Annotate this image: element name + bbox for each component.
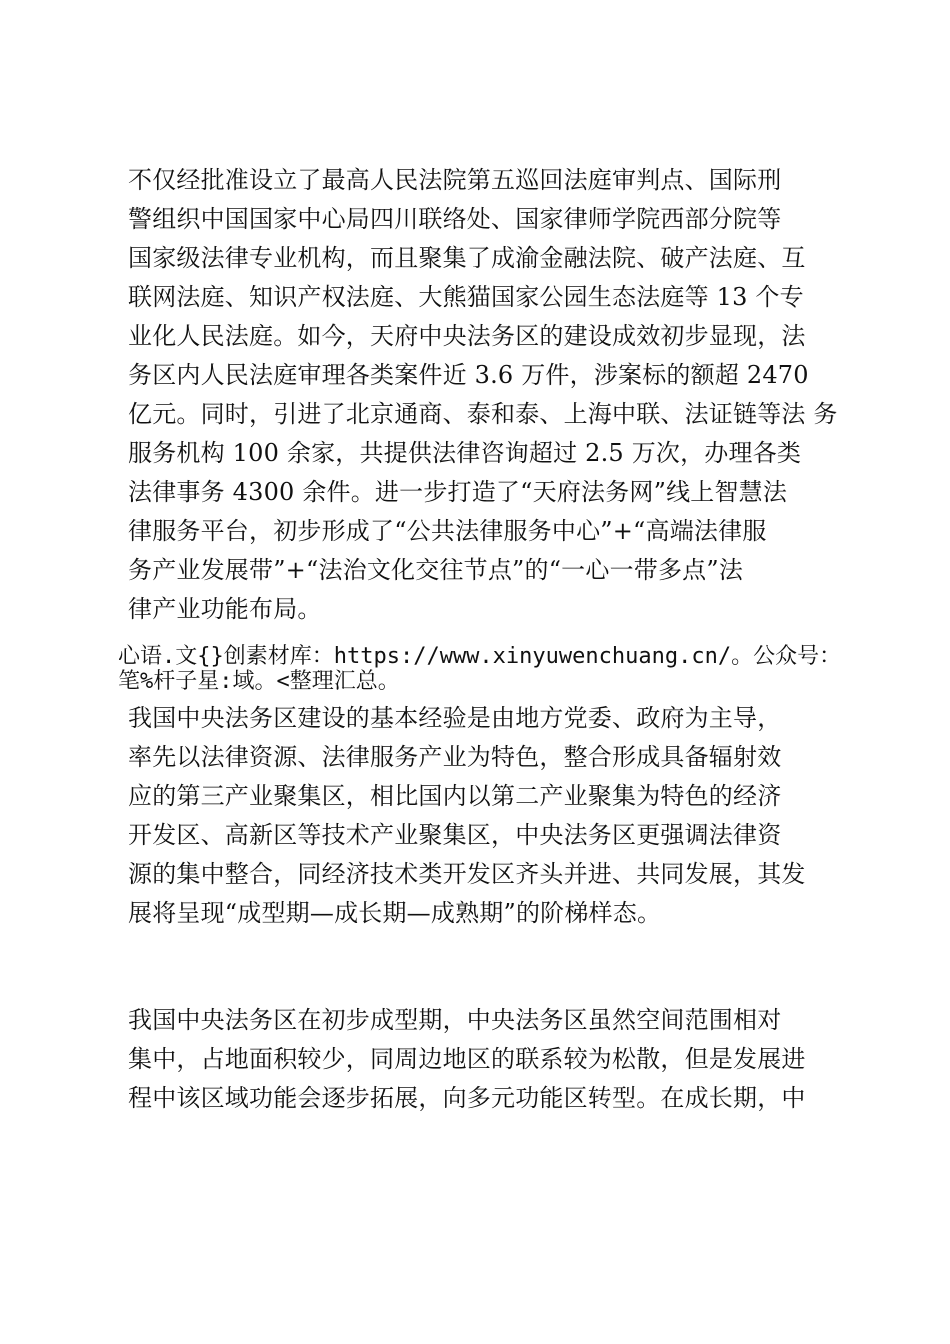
paragraph-1-line: 律服务平台，初步形成了“公共法律服务中心”+“高端法律服 <box>128 517 767 545</box>
paragraph-2-line: 我国中央法务区建设的基本经验是由地方党委、政府为主导， <box>128 704 782 732</box>
paragraph-3-line: 集中，占地面积较少，同周边地区的联系较为松散，但是发展进 <box>128 1045 806 1073</box>
paragraph-1-line: 法律事务 4300 余件。进一步打造了“天府法务网”线上智慧法 <box>128 478 788 506</box>
paragraph-1-line: 警组织中国国家中心局四川联络处、国家律师学院西部分院等 <box>128 205 782 233</box>
paragraph-2-line: 应的第三产业聚集区，相比国内以第二产业聚集为特色的经济 <box>128 782 782 810</box>
paragraph-1-line: 务产业发展带”+“法治文化交往节点”的“一心一带多点”法 <box>128 556 744 584</box>
paragraph-2-line: 展将呈现“成型期—成长期—成熟期”的阶梯样态。 <box>128 899 662 927</box>
paragraph-1-line: 不仅经批准设立了最高人民法院第五巡回法庭审判点、国际刑 <box>128 166 782 194</box>
paragraph-1-line: 亿元。同时，引进了北京通商、泰和泰、上海中联、法证链等法 务 <box>128 400 838 428</box>
paragraph-1-line: 国家级法律专业机构，而且聚集了成渝金融法院、破产法庭、互 <box>128 244 806 272</box>
paragraph-2-line: 率先以法律资源、法律服务产业为特色，整合形成具备辐射效 <box>128 743 782 771</box>
paragraph-1-line: 务区内人民法庭审理各类案件近 3.6 万件，涉案标的额超 2470 <box>128 361 809 389</box>
paragraph-1-line: 服务机构 100 余家，共提供法律咨询超过 2.5 万次，办理各类 <box>128 439 802 467</box>
watermark-source-line: 心语.文{}创素材库：https://www.xinyuwenchuang.cn/。公众号： <box>118 644 842 669</box>
paragraph-2-line: 开发区、高新区等技术产业聚集区，中央法务区更强调法律资 <box>128 821 782 849</box>
paragraph-1-line: 业化人民法庭。如今，天府中央法务区的建设成效初步显现，法 <box>128 322 806 350</box>
paragraph-1-line: 律产业功能布局。 <box>128 595 322 623</box>
paragraph-3-line: 我国中央法务区在初步成型期，中央法务区虽然空间范围相对 <box>128 1006 782 1034</box>
paragraph-1-line: 联网法庭、知识产权法庭、大熊猫国家公园生态法庭等 13 个专 <box>128 283 804 311</box>
paragraph-2-line: 源的集中整合，同经济技术类开发区齐头并进、共同发展，其发 <box>128 860 806 888</box>
watermark-account-line: 笔%杆子星:域。<整理汇总。 <box>118 669 400 694</box>
paragraph-3-line: 程中该区域功能会逐步拓展，向多元功能区转型。在成长期，中 <box>128 1084 806 1112</box>
